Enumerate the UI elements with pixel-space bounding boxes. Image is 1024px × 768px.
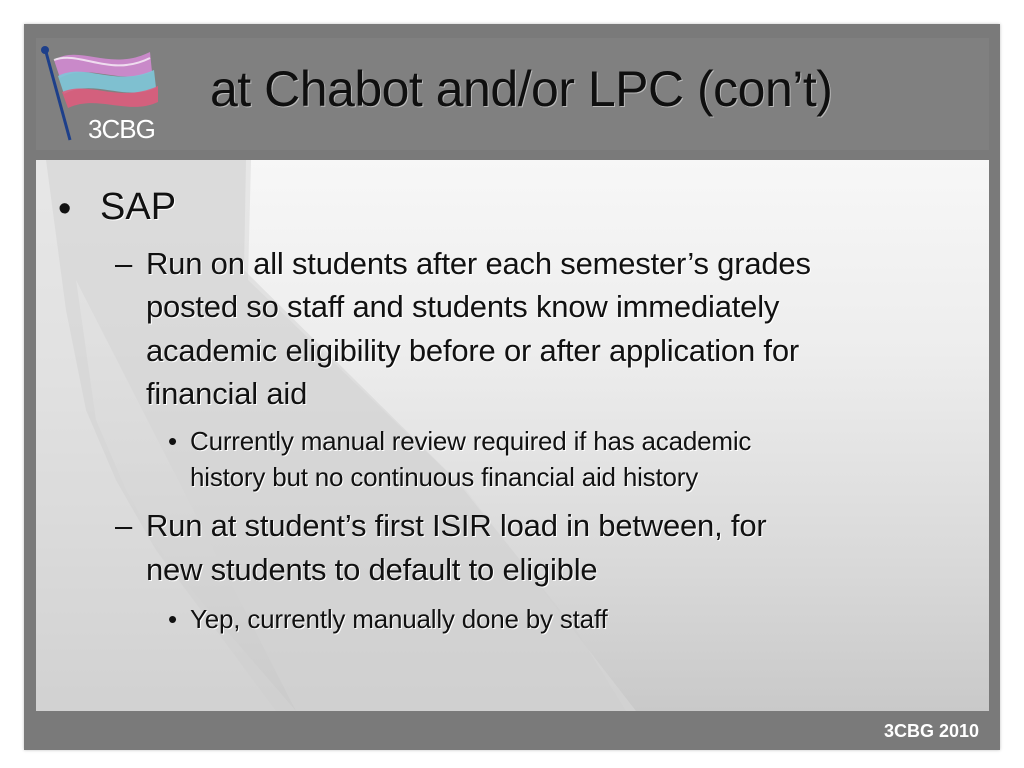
dash-marker: – bbox=[115, 246, 133, 281]
bullet-marker: • bbox=[168, 426, 177, 456]
bullet-marker: • bbox=[58, 188, 72, 230]
bullet-marker: • bbox=[168, 604, 177, 634]
dash-marker: – bbox=[115, 508, 133, 543]
subbullet-2-line-2: new students to default to eligible bbox=[146, 552, 598, 587]
subbullet-2-line-1: Run at student’s first ISIR load in between, for bbox=[146, 508, 767, 543]
bullet-sap: SAP bbox=[100, 186, 177, 228]
subbullet-1-line-1: Run on all students after each semester’s grades bbox=[146, 246, 811, 281]
logo-text: 3CBG bbox=[88, 114, 155, 144]
slide-title: at Chabot and/or LPC (con’t) bbox=[210, 61, 833, 117]
subbullet-1-line-4: financial aid bbox=[146, 376, 308, 411]
subbullet-1-line-3: academic eligibility before or after application for bbox=[146, 333, 799, 368]
logo bbox=[40, 42, 170, 146]
sub-subbullet-1-line-2: history but no continuous financial aid history bbox=[190, 462, 699, 492]
footer-label: 3CBG 2010 bbox=[884, 721, 980, 741]
sub-subbullet-2-line-1: Yep, currently manually done by staff bbox=[190, 604, 608, 634]
subbullet-1-line-2: posted so staff and students know immediately bbox=[146, 289, 780, 324]
sub-subbullet-1-line-1: Currently manual review required if has academic bbox=[190, 426, 752, 456]
